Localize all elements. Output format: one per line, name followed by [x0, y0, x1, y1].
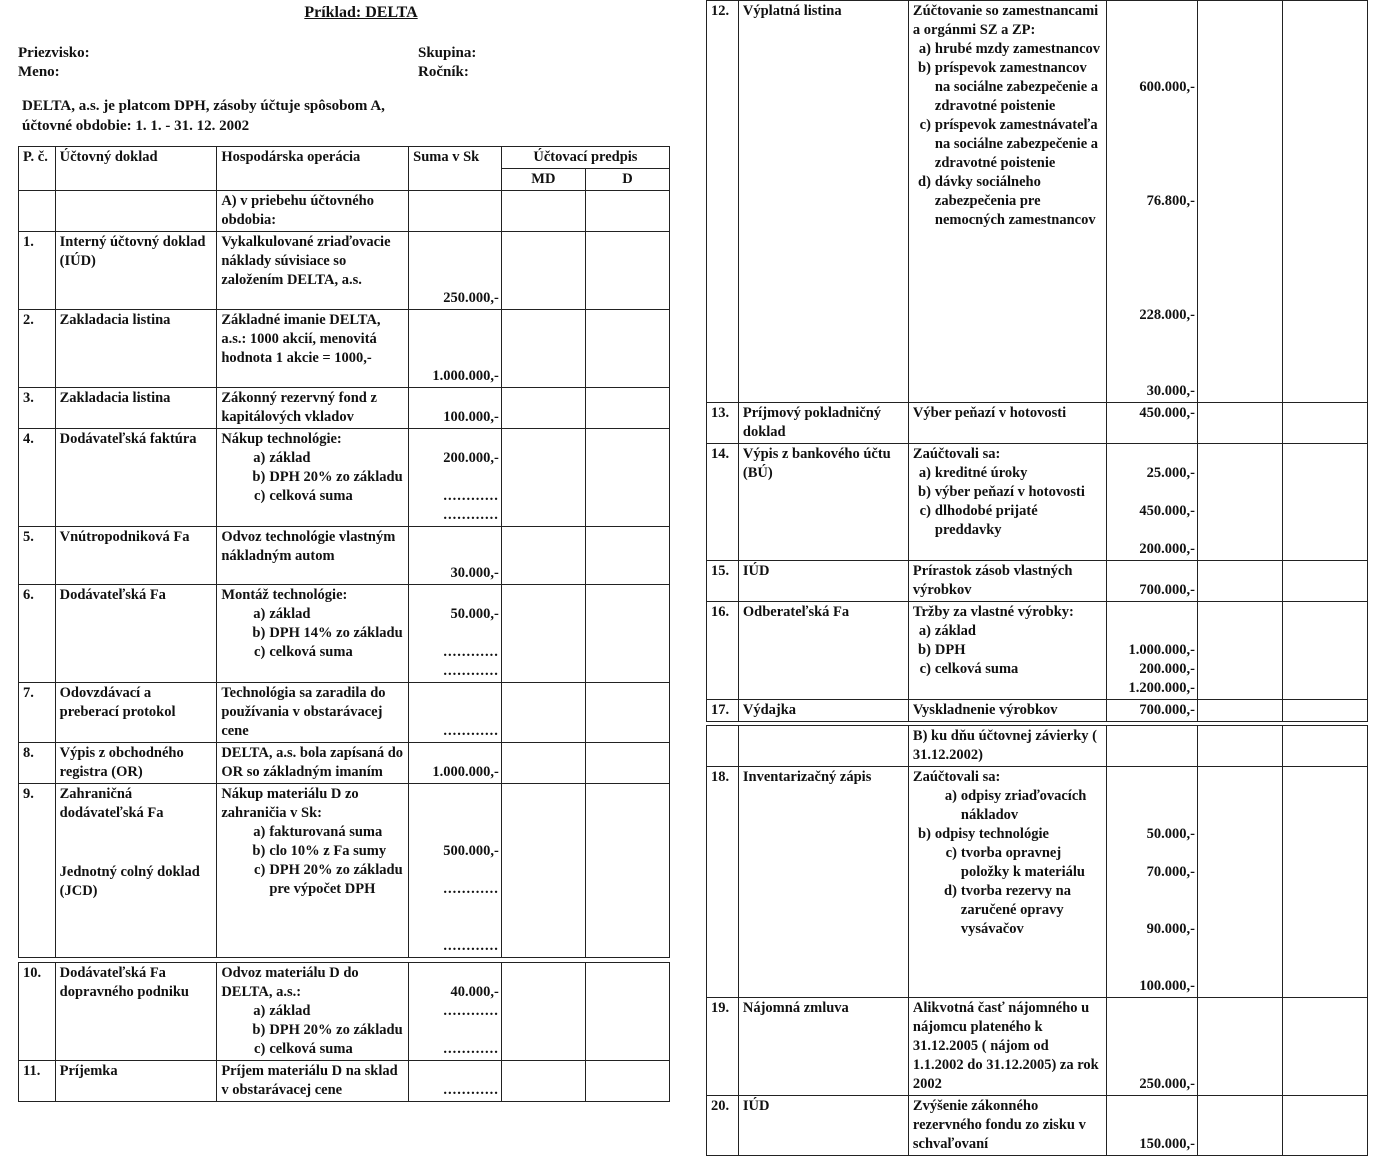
sum-d: 30.000,-	[1146, 383, 1195, 399]
sum-a: 50.000,-	[450, 606, 499, 622]
blank-b: ............	[443, 1003, 499, 1019]
table-row	[19, 743, 670, 784]
row-operation: Základné imanie DELTA, a.s.: 1000 akcií, menovitá hodnota 1 akcie = 1000,-	[217, 310, 409, 388]
d-cell[interactable]	[585, 429, 669, 527]
row-sum: 250.000,-	[1106, 998, 1197, 1096]
sum-b: 450.000,-	[1139, 503, 1195, 519]
row-operation	[217, 963, 409, 1061]
table-row	[707, 1, 1368, 403]
d-cell[interactable]	[585, 963, 669, 1061]
row-sum: 700.000,-	[1106, 561, 1197, 602]
section-b-row	[707, 726, 1368, 767]
letter-c: c)	[254, 644, 266, 660]
row-number: 10.	[19, 963, 56, 1061]
table-row	[19, 585, 670, 683]
d-cell[interactable]	[1282, 700, 1367, 722]
md-cell[interactable]	[501, 429, 585, 527]
row-number: 15.	[707, 561, 739, 602]
sub-a: odpisy zriaďovacích nákladov	[960, 788, 1087, 823]
row-document: Zakladacia listina	[55, 310, 217, 388]
row-document: Odovzdávací a preberací protokol	[55, 683, 217, 743]
letter-b: b)	[252, 625, 266, 641]
table-row	[19, 1061, 670, 1102]
letter-b: b)	[918, 60, 931, 76]
row-operation	[908, 602, 1106, 700]
letter-c: c)	[919, 503, 931, 519]
row-number: 4.	[19, 429, 56, 527]
sum-b: 76.800,-	[1146, 193, 1195, 209]
sum-c: 90.000,-	[1146, 921, 1195, 937]
row-sum	[409, 784, 502, 958]
intro-line-2: účtovné obdobie: 1. 1. - 31. 12. 2002	[22, 118, 250, 134]
col-header-op: Hospodárska operácia	[217, 147, 409, 191]
left-page	[18, 4, 674, 1102]
row-operation: Zákonný rezervný fond z kapitálových vkladov	[217, 388, 409, 429]
letter-d: d)	[918, 174, 931, 190]
md-cell[interactable]	[1197, 561, 1282, 602]
col-header-no: P. č.	[19, 147, 56, 191]
row-document: Dodávateľská faktúra	[55, 429, 217, 527]
sub-a: základ	[269, 450, 311, 466]
d-cell[interactable]	[1282, 998, 1367, 1096]
row-operation: Zvýšenie zákonného rezervného fondu zo zisku v schvaľovaní	[908, 1096, 1106, 1156]
row-operation	[908, 767, 1106, 998]
sub-a: kreditné úroky	[934, 465, 1028, 481]
section-a-label: A) v priebehu účtovného obdobia:	[217, 191, 409, 232]
letter-b: b)	[252, 469, 266, 485]
op-heading: Odvoz materiálu D do DELTA, a.s.:	[221, 965, 359, 1000]
intro-line-1: DELTA, a.s. je platcom DPH, zásoby účtuje spôsobom A,	[22, 98, 385, 114]
letter-a: a)	[918, 623, 931, 639]
d-cell[interactable]	[585, 784, 669, 958]
row-document	[55, 784, 217, 958]
blank-b: ............	[443, 488, 499, 504]
blank-c: ............	[443, 507, 499, 523]
row-document: Výpis z obchodného registra (OR)	[55, 743, 217, 784]
row-document: Nájomná zmluva	[738, 998, 908, 1096]
surname-label: Priezvisko:	[18, 45, 90, 61]
table-row	[19, 429, 670, 527]
row-sum-blank: ............	[409, 1061, 502, 1102]
md-cell[interactable]	[501, 743, 585, 784]
sub-b: clo 10% z Fa sumy	[269, 843, 387, 859]
sum-a: 25.000,-	[1146, 465, 1195, 481]
row-sum	[1106, 1, 1197, 403]
letter-a: a)	[253, 450, 266, 466]
sub-a: fakturovaná suma	[269, 824, 383, 840]
sum-c: 228.000,-	[1139, 307, 1195, 323]
row-document: IÚD	[738, 561, 908, 602]
d-cell[interactable]	[1282, 403, 1367, 444]
intro-text	[22, 96, 674, 136]
blank-b: ............	[443, 881, 499, 897]
sub-b: DPH	[934, 642, 966, 658]
row-sum: 1.000.000,-	[409, 743, 502, 784]
row-number: 2.	[19, 310, 56, 388]
row-number: 20.	[707, 1096, 739, 1156]
row-sum	[409, 429, 502, 527]
op-heading: Nákup materiálu D zo zahraničia v Sk:	[221, 786, 359, 821]
letter-b: b)	[918, 642, 931, 658]
letter-a: a)	[253, 606, 266, 622]
row-sum-blank: ............	[409, 683, 502, 743]
d-cell[interactable]	[1282, 767, 1367, 998]
table-row	[19, 963, 670, 1061]
md-cell[interactable]	[1197, 767, 1282, 998]
sum-c: 1.200.000,-	[1128, 680, 1195, 696]
row-sum: 1.000.000,-	[409, 310, 502, 388]
row-operation	[908, 444, 1106, 561]
row-sum: 150.000,-	[1106, 1096, 1197, 1156]
table-header-row	[19, 147, 670, 169]
row-document: Výpis z bankového účtu (BÚ)	[738, 444, 908, 561]
row-operation	[908, 1, 1106, 403]
row-number: 9.	[19, 784, 56, 958]
sum-a: 1.000.000,-	[1128, 642, 1195, 658]
col-header-sum: Suma v Sk	[409, 147, 502, 191]
row-operation	[217, 585, 409, 683]
op-heading: Zaúčtovali sa:	[912, 446, 1001, 462]
sub-c: celková suma	[269, 644, 353, 660]
col-header-doc: Účtovný doklad	[55, 147, 217, 191]
d-cell[interactable]	[585, 310, 669, 388]
row-number: 1.	[19, 232, 56, 310]
row-sum	[409, 963, 502, 1061]
md-cell[interactable]	[1197, 602, 1282, 700]
sum-c: 200.000,-	[1139, 541, 1195, 557]
sub-d: tvorba rezervy na zaručené opravy vysávačov	[960, 883, 1071, 937]
d-cell[interactable]	[585, 743, 669, 784]
sub-d: dávky sociálneho zabezpečenia pre nemocných zamestnancov	[934, 174, 1096, 228]
sub-b: DPH 20% zo základu	[269, 469, 403, 485]
row-operation: Vyskladnenie výrobkov	[908, 700, 1106, 722]
sum-d: 100.000,-	[1139, 978, 1195, 994]
sum-b: 200.000,-	[1139, 661, 1195, 677]
row-number: 11.	[19, 1061, 56, 1102]
letter-c: c)	[919, 117, 931, 133]
name-label: Meno:	[18, 64, 60, 80]
d-cell[interactable]	[1282, 444, 1367, 561]
row-operation: Vykalkulované zriaďovacie náklady súvisiace so založením DELTA, a.s.	[217, 232, 409, 310]
row-document: Interný účtovný doklad (IÚD)	[55, 232, 217, 310]
md-cell[interactable]	[501, 388, 585, 429]
accounting-table-right	[706, 0, 1368, 1156]
table-row	[707, 700, 1368, 722]
row-document: Odberateľská Fa	[738, 602, 908, 700]
row-operation: Alikvotná časť nájomného u nájomcu plateného k 31.12.2005 ( nájom od 1.1.2002 do 31.12.2005) za rok 2002	[908, 998, 1106, 1096]
row-document: Vnútropodniková Fa	[55, 527, 217, 585]
letter-b: b)	[252, 843, 266, 859]
sub-a: základ	[269, 606, 311, 622]
row-number: 5.	[19, 527, 56, 585]
row-operation	[217, 784, 409, 958]
letter-c: c)	[254, 488, 266, 504]
d-cell[interactable]	[585, 585, 669, 683]
row-operation: Odvoz technológie vlastným nákladným autom	[217, 527, 409, 585]
sub-a: základ	[934, 623, 976, 639]
row-document: Príjemka	[55, 1061, 217, 1102]
student-header	[18, 44, 674, 82]
right-page	[706, 0, 1368, 1156]
md-cell[interactable]	[1197, 403, 1282, 444]
row-sum: 250.000,-	[409, 232, 502, 310]
sub-b: príspevok zamestnancov na sociálne zabezpečenie a zdravotné poistenie	[934, 60, 1099, 114]
d-cell[interactable]	[585, 1061, 669, 1102]
md-cell[interactable]	[1197, 998, 1282, 1096]
letter-a: a)	[944, 788, 957, 804]
row-document: Inventarizačný zápis	[738, 767, 908, 998]
row-number: 13.	[707, 403, 739, 444]
doc-secondary: Jednotný colný doklad (JCD)	[59, 864, 200, 899]
sum-a: 200.000,-	[443, 450, 499, 466]
row-number: 8.	[19, 743, 56, 784]
d-cell[interactable]	[1282, 1, 1367, 403]
letter-b: b)	[252, 1022, 266, 1038]
row-number: 12.	[707, 1, 739, 403]
d-cell[interactable]	[585, 388, 669, 429]
row-number: 19.	[707, 998, 739, 1096]
sub-b: DPH 20% zo základu	[269, 1022, 403, 1038]
table-row	[19, 683, 670, 743]
sub-b: výber peňazí v hotovosti	[934, 484, 1085, 500]
row-sum	[1106, 602, 1197, 700]
row-sum: 100.000,-	[409, 388, 502, 429]
op-heading: Tržby za vlastné výrobky:	[912, 604, 1074, 620]
accounting-table-left	[18, 146, 670, 1102]
year-label: Ročník:	[418, 64, 469, 80]
group-label: Skupina:	[418, 45, 477, 61]
table-row	[19, 310, 670, 388]
md-cell[interactable]	[1197, 1096, 1282, 1156]
md-cell[interactable]	[501, 1061, 585, 1102]
blank-b: ............	[443, 644, 499, 660]
doc-main: Zahraničná dodávateľská Fa	[59, 786, 164, 821]
md-cell[interactable]	[501, 784, 585, 958]
d-cell[interactable]	[585, 232, 669, 310]
sum-a: 50.000,-	[1146, 826, 1195, 842]
row-number: 7.	[19, 683, 56, 743]
row-document: Zakladacia listina	[55, 388, 217, 429]
blank-c: ............	[443, 938, 499, 954]
row-number: 6.	[19, 585, 56, 683]
letter-a: a)	[253, 1003, 266, 1019]
table-row	[707, 444, 1368, 561]
d-cell[interactable]	[1282, 1096, 1367, 1156]
row-operation: Technológia sa zaradila do používania v obstarávacej cene	[217, 683, 409, 743]
letter-d: d)	[944, 883, 957, 899]
row-document: IÚD	[738, 1096, 908, 1156]
row-operation: Prírastok zásob vlastných výrobkov	[908, 561, 1106, 602]
row-document: Dodávateľská Fa dopravného podniku	[55, 963, 217, 1061]
letter-c: c)	[254, 1041, 266, 1057]
sum-a: 40.000,-	[450, 984, 499, 1000]
table-row	[707, 998, 1368, 1096]
d-cell[interactable]	[1282, 602, 1367, 700]
table-row	[707, 602, 1368, 700]
letter-a: a)	[918, 41, 931, 57]
row-operation: Príjem materiálu D na sklad v obstarávacej cene	[217, 1061, 409, 1102]
row-operation: Výber peňazí v hotovosti	[908, 403, 1106, 444]
md-cell[interactable]	[501, 232, 585, 310]
sub-a: základ	[269, 1003, 311, 1019]
md-cell[interactable]	[1197, 700, 1282, 722]
sum-b: 70.000,-	[1146, 864, 1195, 880]
letter-a: a)	[918, 465, 931, 481]
md-cell[interactable]	[1197, 1, 1282, 403]
sub-b: DPH 14% zo základu	[269, 625, 403, 641]
d-cell[interactable]	[585, 527, 669, 585]
col-header-entry: Účtovací predpis	[501, 147, 669, 169]
table-row	[707, 767, 1368, 998]
letter-c: c)	[254, 862, 266, 878]
col-header-d: D	[585, 169, 669, 191]
d-cell[interactable]	[585, 683, 669, 743]
d-cell[interactable]	[1282, 561, 1367, 602]
table-row	[19, 388, 670, 429]
op-heading: Zaúčtovali sa:	[912, 769, 1001, 785]
row-document: Výplatná listina	[738, 1, 908, 403]
blank-c: ............	[443, 1041, 499, 1057]
sub-a: hrubé mzdy zamestnancov	[934, 41, 1101, 57]
row-document: Dodávateľská Fa	[55, 585, 217, 683]
row-document: Výdajka	[738, 700, 908, 722]
row-document: Príjmový pokladničný doklad	[738, 403, 908, 444]
op-heading: Zúčtovanie so zamestnancami a orgánmi SZ a ZP:	[912, 3, 1099, 38]
col-header-md: MD	[501, 169, 585, 191]
row-sum: 30.000,-	[409, 527, 502, 585]
md-cell[interactable]	[501, 963, 585, 1061]
page-title: Príklad: DELTA	[304, 4, 418, 21]
sub-c: celková suma	[269, 1041, 353, 1057]
row-sum: 450.000,-	[1106, 403, 1197, 444]
letter-b: b)	[918, 826, 931, 842]
row-sum	[409, 585, 502, 683]
md-cell[interactable]	[501, 585, 585, 683]
letter-b: b)	[918, 484, 931, 500]
row-sum	[1106, 767, 1197, 998]
sub-c: celková suma	[269, 488, 353, 504]
sub-c: celková suma	[934, 661, 1019, 677]
section-b-label: B) ku dňu účtovnej závierky ( 31.12.2002)	[908, 726, 1106, 767]
sub-c: príspevok zamestnávateľa na sociálne zabezpečenie a zdravotné poistenie	[934, 117, 1099, 171]
op-heading: Montáž technológie:	[221, 587, 348, 603]
table-row	[19, 784, 670, 958]
op-heading: Nákup technológie:	[221, 431, 342, 447]
table-row	[707, 1096, 1368, 1156]
row-sum	[1106, 444, 1197, 561]
letter-c: c)	[919, 661, 931, 677]
letter-a: a)	[253, 824, 266, 840]
row-number: 14.	[707, 444, 739, 561]
md-cell[interactable]	[501, 683, 585, 743]
md-cell[interactable]	[501, 310, 585, 388]
md-cell[interactable]	[501, 527, 585, 585]
sub-c: DPH 20% zo základu pre výpočet DPH	[269, 862, 403, 897]
section-a-row	[19, 191, 670, 232]
sub-c: dlhodobé prijaté preddavky	[934, 503, 1038, 538]
sum-a: 600.000,-	[1139, 79, 1195, 95]
row-operation	[217, 429, 409, 527]
sum-a: 500.000,-	[443, 843, 499, 859]
table-row	[19, 232, 670, 310]
row-operation: DELTA, a.s. bola zapísaná do OR so základným imaním	[217, 743, 409, 784]
row-number: 18.	[707, 767, 739, 998]
row-sum: 700.000,-	[1106, 700, 1197, 722]
sub-c: tvorba opravnej položky k materiálu	[960, 845, 1085, 880]
table-row	[707, 403, 1368, 444]
row-number: 3.	[19, 388, 56, 429]
blank-c: ............	[443, 663, 499, 679]
sub-b: odpisy technológie	[934, 826, 1049, 842]
md-cell[interactable]	[1197, 444, 1282, 561]
row-number: 17.	[707, 700, 739, 722]
table-row	[707, 561, 1368, 602]
letter-c: c)	[945, 845, 957, 861]
row-number: 16.	[707, 602, 739, 700]
table-row	[19, 527, 670, 585]
